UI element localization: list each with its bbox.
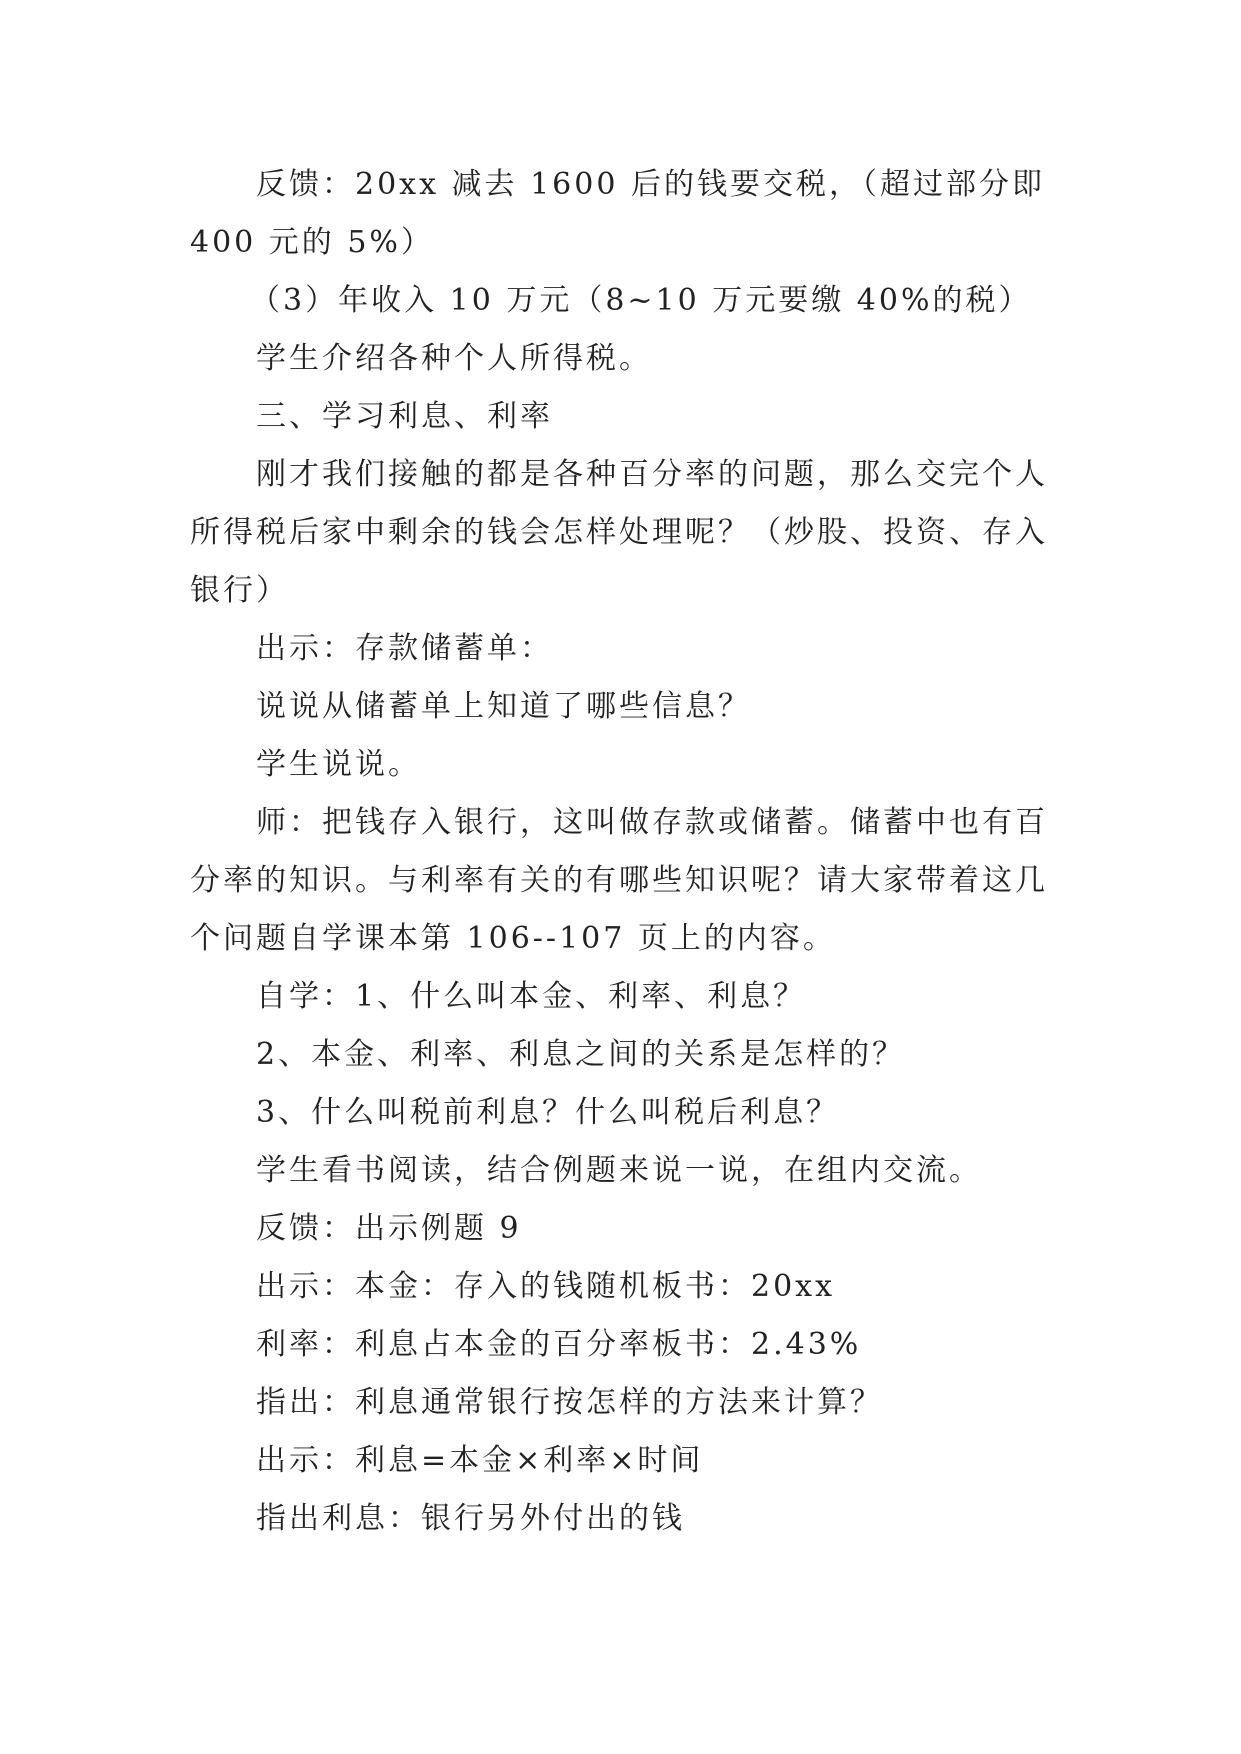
paragraph: 学生介绍各种个人所得税。 [256,341,652,376]
paragraph: 说说从储蓄单上知道了哪些信息？ [256,689,751,724]
paragraph: 刚才我们接触的都是各种百分率的问题，那么交完个人所得税后家中剩余的钱会怎样处理呢？（炒股、投资、存入银行） [190,457,1048,608]
document-body [190,156,1056,1548]
paragraph: 师：把钱存入银行，这叫做存款或储蓄。储蓄中也有百分率的知识。与利率有关的有哪些知识呢？请大家带着这几个问题自学课本第 106--107 页上的内容。 [190,805,1048,956]
paragraph: 学生说说。 [256,747,421,782]
paragraph: 自学：1、什么叫本金、利率、利息？ [256,979,807,1014]
paragraph: 学生看书阅读，结合例题来说一说，在组内交流。 [256,1153,982,1188]
paragraph: 反馈：出示例题 9 [256,1211,522,1246]
paragraph: （3）年收入 10 万元（8~10 万元要缴 40%的税） [250,283,1032,318]
formula-paragraph: 出示：利息=本金×利率×时间 [256,1443,704,1478]
section-heading: 三、学习利息、利率 [256,399,553,434]
paragraph: 出示：本金：存入的钱随机板书：20xx [256,1269,836,1304]
paragraph: 出示：存款储蓄单： [256,631,553,666]
paragraph: 3、什么叫税前利息？什么叫税后利息？ [256,1095,840,1130]
paragraph: 利率：利息占本金的百分率板书：2.43% [256,1327,862,1362]
paragraph: 指出：利息通常银行按怎样的方法来计算？ [256,1385,883,1420]
paragraph: 指出利息：银行另外付出的钱 [256,1501,685,1536]
paragraph: 2、本金、利率、利息之间的关系是怎样的？ [256,1037,906,1072]
paragraph: 反馈：20xx 减去 1600 后的钱要交税，（超过部分即 400 元的 5%） [190,167,1045,260]
